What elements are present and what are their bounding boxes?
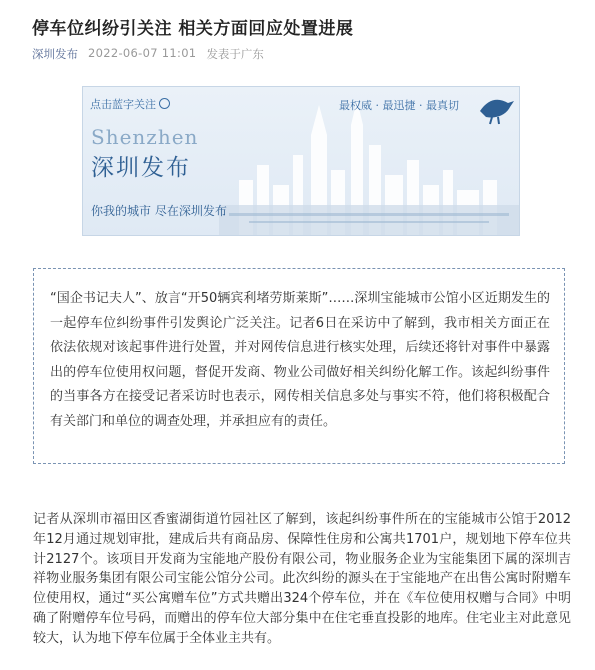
- article-meta: [32, 46, 264, 62]
- article-title: 停车位纠纷引关注 相关方面回应处置进展: [32, 19, 354, 39]
- follow-prompt: 点击蓝字关注: [90, 96, 170, 112]
- follow-circle-icon: [159, 98, 170, 109]
- article-paragraph: 记者从深圳市福田区香蜜湖街道竹园社区了解到，该起纠纷事件所在的宝能城市公馆于2012年12月通过规划审批，建成后共有商品房、保障性住房和公寓共1701户，规划地下停车位共计2127个。该项目开发商为宝能地产股份有限公司，物业服务企业为宝能集团下属的深圳吉祥物业服务集团有限公司宝能公馆分公司。此次纠纷的源头在于宝能地产在出售公寓时附赠车位使用权，通过“买公寓赠车位”方式共赠出324个停车位，并在《车位使用权赠与合同》中明确了附赠停车位号码，而赠出的停车位大部分集中在住宅垂直投影的地库。住宅业主对此意见较大，认为地下停车位属于全体业主共有。: [33, 512, 571, 646]
- banner-slogan: 最权威 · 最迅捷 · 最真切: [339, 99, 459, 112]
- banner-name-cn: 深圳发布: [91, 155, 191, 181]
- banner-name-en: Shenzhen: [91, 125, 199, 149]
- eagle-logo-icon: [478, 93, 516, 125]
- author-link[interactable]: 深圳发布: [32, 47, 78, 61]
- banner-tagline: 你我的城市 尽在深圳发布: [91, 204, 227, 218]
- publish-datetime: 2022-06-07 11:01: [88, 46, 197, 60]
- summary-quote-box: “国企书记夫人”、放言“开50辆宾利堵劳斯莱斯”……深圳宝能城市公馆小区近期发生的一起停车位纠纷事件引发舆论广泛关注。记者6日在采访中了解到，我市相关方面正在依法依规对该起事件进行处置，并对网传信息进行核实处理，后续还将针对事件中暴露出的停车位使用权问题，督促开发商、物业公司做好相关纠纷化解工作。该起纠纷事件的当事各方在接受记者采访时也表示，网传相关信息多处与事实不符，他们将积极配合有关部门和单位的调查处理，并承担应有的责任。: [33, 268, 565, 464]
- publish-location: 发表于广东: [206, 47, 264, 61]
- account-banner-image: [82, 86, 520, 236]
